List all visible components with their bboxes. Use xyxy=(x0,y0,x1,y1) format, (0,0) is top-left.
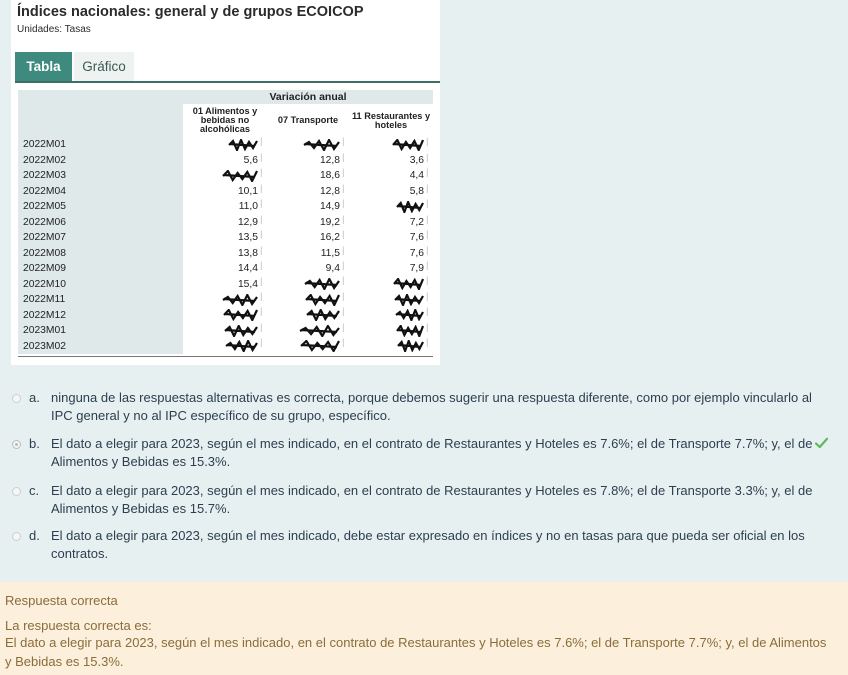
cell-value: 7,9 xyxy=(409,263,425,275)
scribble-mark xyxy=(222,170,258,182)
scribbled-cell xyxy=(267,292,349,308)
row-period: 2022M01 xyxy=(18,137,183,153)
footnote-flag-icon: │ xyxy=(258,247,264,255)
footnote-flag-icon: │ xyxy=(424,185,430,193)
check-icon xyxy=(815,436,828,454)
tab-grafico[interactable]: Gráfico xyxy=(74,52,134,82)
scribble-mark xyxy=(393,278,424,290)
cell-value: 11,0 xyxy=(238,201,258,213)
table-units: Unidades: Tasas xyxy=(17,24,91,35)
scribble-mark xyxy=(228,139,258,151)
scribble-mark xyxy=(306,309,340,321)
option-text: ninguna de las respuestas alternativas es correcta, porque debemos sugerir una respuesta diferente, como por ejemplo vincularlo al IPC general y no al IPC específico de su grupo, específico. xyxy=(51,390,812,423)
table-row xyxy=(18,261,433,277)
cell-value: 5,8 xyxy=(409,185,425,197)
footnote-flag-icon: │ xyxy=(340,247,346,255)
row-period: 2022M05 xyxy=(18,199,183,215)
option-a[interactable] xyxy=(0,389,848,425)
table-cell xyxy=(349,246,433,262)
table-bottom-rule xyxy=(18,356,433,357)
option-letter: d. xyxy=(29,528,40,543)
table-cell xyxy=(267,153,349,169)
cell-value: 13,5 xyxy=(237,232,258,244)
footnote-flag-icon: │ xyxy=(258,263,264,271)
cell-value: 13,8 xyxy=(237,247,258,259)
scribble-mark xyxy=(225,340,258,352)
scribble-mark xyxy=(222,294,258,306)
cell-value: 7,6 xyxy=(409,247,425,259)
scribbled-cell xyxy=(183,339,267,355)
footnote-flag-icon: │ xyxy=(340,170,346,178)
footnote-flag-icon: │ xyxy=(424,340,430,348)
table-cell xyxy=(267,261,349,277)
table-row xyxy=(18,230,433,246)
cell-value: 10,1 xyxy=(237,185,258,197)
column-header: 11 Restaurantes y hoteles xyxy=(349,104,433,137)
footnote-flag-icon: │ xyxy=(258,201,264,209)
footnote-flag-icon: │ xyxy=(258,340,264,348)
table-cell xyxy=(267,246,349,262)
scribbled-cell xyxy=(349,277,433,293)
cell-value: 7,2 xyxy=(409,216,425,228)
scribbled-cell xyxy=(267,339,349,355)
row-period: 2022M03 xyxy=(18,168,183,184)
scribbled-cell xyxy=(267,308,349,324)
table-cell xyxy=(183,277,267,293)
table-cell xyxy=(349,168,433,184)
footnote-flag-icon: │ xyxy=(258,138,264,146)
scribble-mark xyxy=(392,139,424,151)
footnote-flag-icon: │ xyxy=(258,293,264,301)
option-b[interactable] xyxy=(0,435,848,471)
footnote-flag-icon: │ xyxy=(340,309,346,317)
row-period: 2022M08 xyxy=(18,246,183,262)
radio-b[interactable] xyxy=(12,440,21,449)
table-row xyxy=(18,199,433,215)
scribble-mark xyxy=(223,309,258,321)
scribbled-cell xyxy=(183,308,267,324)
feedback-label: La respuesta correcta es: xyxy=(5,618,152,633)
footnote-flag-icon: │ xyxy=(340,185,346,193)
footnote-flag-icon: │ xyxy=(424,138,430,146)
table-row xyxy=(18,323,433,339)
footnote-flag-icon: │ xyxy=(258,324,264,332)
scribbled-cell xyxy=(349,323,433,339)
scribbled-cell xyxy=(267,277,349,293)
cell-value: 12,8 xyxy=(319,185,340,197)
scribble-mark xyxy=(224,325,258,337)
row-period: 2023M01 xyxy=(18,323,183,339)
scribble-mark xyxy=(303,139,340,151)
cell-value: 11,5 xyxy=(320,247,340,259)
table-cell xyxy=(183,261,267,277)
row-period: 2022M11 xyxy=(18,292,183,308)
table-cell xyxy=(267,168,349,184)
table-cell xyxy=(349,184,433,200)
view-tabs xyxy=(15,52,440,82)
table-cell xyxy=(183,246,267,262)
radio-c[interactable] xyxy=(12,487,21,496)
row-period: 2022M04 xyxy=(18,184,183,200)
cell-value: 18,6 xyxy=(319,170,340,182)
table-cell xyxy=(183,199,267,215)
scribbled-cell xyxy=(183,292,267,308)
table-row xyxy=(18,215,433,231)
group-header: Variación anual xyxy=(183,90,433,104)
row-period: 2022M09 xyxy=(18,261,183,277)
table-cell xyxy=(183,230,267,246)
cell-value: 3,6 xyxy=(409,154,425,166)
footnote-flag-icon: │ xyxy=(424,216,430,224)
scribbled-cell xyxy=(183,168,267,184)
table-cell xyxy=(349,261,433,277)
cell-value: 19,2 xyxy=(319,216,340,228)
table-row xyxy=(18,246,433,262)
footnote-flag-icon: │ xyxy=(258,185,264,193)
scribble-mark xyxy=(394,294,424,306)
scribble-mark xyxy=(397,340,424,352)
radio-d[interactable] xyxy=(12,532,21,541)
scribbled-cell xyxy=(183,323,267,339)
feedback-status: Respuesta correcta xyxy=(5,593,118,608)
footnote-flag-icon: │ xyxy=(340,232,346,240)
footnote-flag-icon: │ xyxy=(340,263,346,271)
table-row xyxy=(18,339,433,355)
scribbled-cell xyxy=(267,323,349,339)
table-row xyxy=(18,308,433,324)
scribble-mark xyxy=(299,325,340,337)
cell-value: 14,9 xyxy=(319,201,340,213)
footnote-flag-icon: │ xyxy=(340,278,346,286)
option-text: El dato a elegir para 2023, según el mes indicado, en el contrato de Restaurantes y Hoteles es 7.8%; el de Transporte 3.3%; y, el de Alimentos y Bebidas es 15.7%. xyxy=(51,483,813,516)
footnote-flag-icon: │ xyxy=(424,200,430,208)
option-text xyxy=(51,435,836,471)
footnote-flag-icon: │ xyxy=(424,154,430,162)
table-cell xyxy=(349,230,433,246)
table-cell xyxy=(267,184,349,200)
row-period: 2022M10 xyxy=(18,277,183,293)
radio-a[interactable] xyxy=(12,394,21,403)
footnote-flag-icon: │ xyxy=(424,170,430,178)
footnote-flag-icon: │ xyxy=(258,232,264,240)
table-cell xyxy=(183,153,267,169)
cell-value: 12,9 xyxy=(237,216,258,228)
option-c[interactable] xyxy=(0,482,848,518)
table-row xyxy=(18,137,433,153)
footnote-flag-icon: │ xyxy=(340,216,346,224)
footnote-flag-icon: │ xyxy=(258,216,264,224)
footnote-flag-icon: │ xyxy=(424,324,430,332)
scribbled-cell xyxy=(267,137,349,153)
cell-value: 14,4 xyxy=(237,263,258,275)
footnote-flag-icon: │ xyxy=(340,154,346,162)
table-row xyxy=(18,277,433,293)
scribble-mark xyxy=(305,294,340,306)
footnote-flag-icon: │ xyxy=(258,278,264,286)
corner-header xyxy=(18,90,183,137)
row-period: 2022M12 xyxy=(18,308,183,324)
cell-value: 4,4 xyxy=(409,170,425,182)
footnote-flag-icon: │ xyxy=(340,138,346,146)
column-header: 01 Alimentos y bebidas no alcohólicas xyxy=(183,104,267,137)
cell-value: 9,4 xyxy=(325,263,340,275)
table-cell xyxy=(183,184,267,200)
footnote-flag-icon: │ xyxy=(424,278,430,286)
cell-value: 16,2 xyxy=(319,232,340,244)
table-cell xyxy=(267,215,349,231)
option-letter: a. xyxy=(29,390,40,405)
footnote-flag-icon: │ xyxy=(258,309,264,317)
column-header: 07 Transporte xyxy=(267,104,349,137)
cell-value: 5,6 xyxy=(243,154,258,166)
option-text: El dato a elegir para 2023, según el mes indicado, debe estar expresado en índices y no en tasas para que pueda ser oficial en los contratos. xyxy=(51,528,805,561)
footnote-flag-icon: │ xyxy=(424,293,430,301)
scribble-mark xyxy=(300,340,340,352)
footnote-flag-icon: │ xyxy=(424,263,430,271)
cell-value: 12,8 xyxy=(319,154,340,166)
footnote-flag-icon: │ xyxy=(340,324,346,332)
tab-tabla[interactable]: Tabla xyxy=(15,52,72,82)
tabs-divider xyxy=(15,81,440,83)
footnote-flag-icon: │ xyxy=(424,232,430,240)
table-cell xyxy=(349,153,433,169)
scribbled-cell xyxy=(349,308,433,324)
footnote-flag-icon: │ xyxy=(340,340,346,348)
option-text-content: El dato a elegir para 2023, según el mes indicado, en el contrato de Restaurantes y Hoteles es 7.6%; el de Transporte 7.7%; y, el de Alimentos y Bebidas es 15.3%. xyxy=(51,436,813,469)
table-cell xyxy=(267,230,349,246)
scribble-mark xyxy=(304,278,340,290)
table-cell xyxy=(267,199,349,215)
footnote-flag-icon: │ xyxy=(424,309,430,317)
ine-table-panel xyxy=(11,0,440,365)
cell-value: 15,4 xyxy=(237,278,258,290)
table-row xyxy=(18,168,433,184)
data-table xyxy=(18,90,433,354)
feedback-answer: El dato a elegir para 2023, según el mes indicado, en el contrato de Restaurantes y Hoteles es 7.6%; el de Transporte 7.7%; y, el de Alimentos y Bebidas es 15.3%. xyxy=(5,635,827,669)
scribbled-cell xyxy=(349,339,433,355)
scribbled-cell xyxy=(183,137,267,153)
table-row xyxy=(18,153,433,169)
table-cell xyxy=(183,215,267,231)
table-row xyxy=(18,292,433,308)
option-letter: b. xyxy=(29,436,40,451)
footnote-flag-icon: │ xyxy=(258,169,264,177)
scribbled-cell xyxy=(349,199,433,215)
option-letter: c. xyxy=(29,483,40,498)
scribble-mark xyxy=(396,201,424,213)
footnote-flag-icon: │ xyxy=(258,154,264,162)
option-d[interactable] xyxy=(0,527,848,561)
cell-value: 7,6 xyxy=(409,232,425,244)
scribbled-cell xyxy=(349,137,433,153)
row-period: 2023M02 xyxy=(18,339,183,355)
footnote-flag-icon: │ xyxy=(340,293,346,301)
table-cell xyxy=(349,215,433,231)
footnote-flag-icon: │ xyxy=(424,247,430,255)
table-row xyxy=(18,184,433,200)
table-title: Índices nacionales: general y de grupos ECOICOP xyxy=(17,4,364,20)
scribble-mark xyxy=(395,309,424,321)
scribbled-cell xyxy=(349,292,433,308)
row-period: 2022M07 xyxy=(18,230,183,246)
feedback-box xyxy=(0,582,848,675)
row-period: 2022M06 xyxy=(18,215,183,231)
footnote-flag-icon: │ xyxy=(340,201,346,209)
scribble-mark xyxy=(396,325,424,337)
row-period: 2022M02 xyxy=(18,153,183,169)
